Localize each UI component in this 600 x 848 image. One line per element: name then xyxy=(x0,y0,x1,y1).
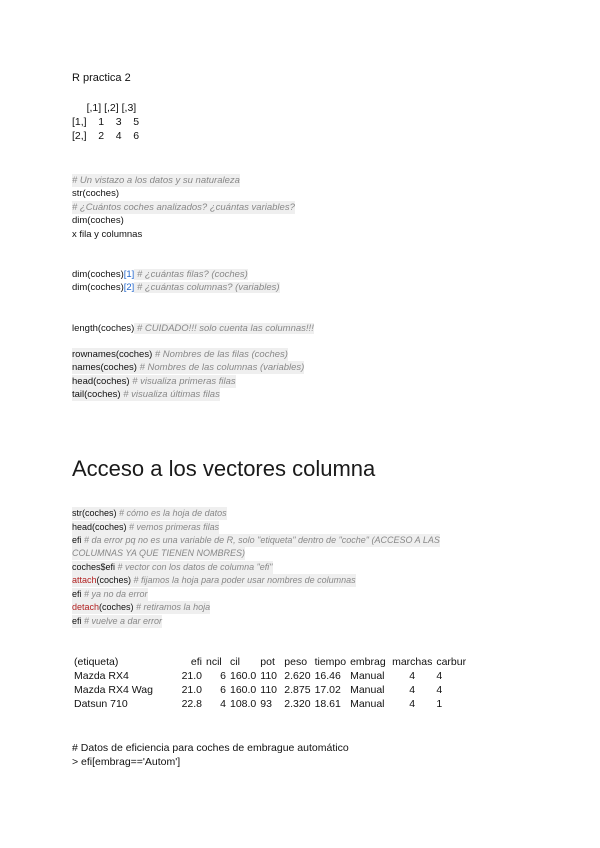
table-cell: 2.620 xyxy=(284,670,311,682)
code-text: tail(coches) xyxy=(72,389,121,400)
matrix-row-1: [1,] 1 3 5 xyxy=(72,116,140,128)
section-heading: Acceso a los vectores columna xyxy=(72,456,376,481)
table-header: cil xyxy=(230,656,240,668)
code-efi-error-2 xyxy=(72,615,162,628)
code-detach xyxy=(72,601,210,614)
comment-vistazo: # Un vistazo a los datos y su naturaleza xyxy=(72,175,240,186)
comment: # cómo es la hoja de datos xyxy=(116,508,227,518)
table-cell: 4 xyxy=(409,684,416,696)
comment: # vemos primeras filas xyxy=(126,522,220,532)
code-names xyxy=(72,361,304,374)
code-head xyxy=(72,375,236,388)
table-cell: 93 xyxy=(260,698,272,710)
code-efi-ok xyxy=(72,588,148,601)
code-text: head(coches) xyxy=(72,522,127,532)
table-cell: 17.02 xyxy=(314,684,341,696)
table-cell: Datsun 710 xyxy=(74,698,128,710)
matrix-header: [,1] [,2] [,3] xyxy=(72,102,137,114)
table-cell: 108.0 xyxy=(230,698,257,710)
table-cell: Manual xyxy=(350,684,385,696)
table-header: peso xyxy=(284,656,308,668)
table-row xyxy=(72,669,468,683)
code-text: head(coches) xyxy=(72,376,130,387)
code-text: names(coches) xyxy=(72,362,137,373)
comment: # vuelve a dar error xyxy=(81,616,163,626)
code-text: efi xyxy=(72,589,82,599)
keyword-attach: attach xyxy=(72,575,97,585)
code-dim-1 xyxy=(72,268,248,281)
table-cell: 4 xyxy=(409,698,416,710)
comment: # visualiza últimas filas xyxy=(120,389,220,400)
comment-continuation: COLUMNAS YA QUE TIENEN NOMBRES) xyxy=(72,548,246,558)
keyword-detach: detach xyxy=(72,602,100,612)
code-head-2 xyxy=(72,521,219,534)
comment: # Nombres de las filas (coches) xyxy=(152,349,288,360)
code-attach xyxy=(72,574,356,587)
doc-title: R practica 2 xyxy=(72,72,131,84)
comment: # fijamos la hoja para poder usar nombres de columnas xyxy=(131,575,356,585)
code-text: (coches) xyxy=(99,602,134,612)
code-text: str(coches) xyxy=(72,508,117,518)
table-header: pot xyxy=(260,656,275,668)
comment: # visualiza primeras filas xyxy=(129,376,236,387)
comment-cuantos: # ¿Cuántos coches analizados? ¿cuántas variables? xyxy=(72,202,295,213)
comment: # vector con los datos de columna "efi" xyxy=(115,562,273,572)
code-text: (coches) xyxy=(96,575,132,585)
comment: # ¿cuántas columnas? (variables) xyxy=(134,282,280,293)
table-row xyxy=(72,683,468,697)
table-cell: 110 xyxy=(260,684,278,696)
table-cell: 2.875 xyxy=(284,684,311,696)
table-row xyxy=(72,697,468,711)
table-header: efi xyxy=(190,656,202,668)
code-dim: dim(coches) xyxy=(72,215,124,226)
table-cell: 22.8 xyxy=(181,698,202,710)
code-str: str(coches) xyxy=(72,188,119,199)
comment: # da error pq no es una variable de R, solo "etiqueta" dentro de "coche" (ACCESO A LAS xyxy=(81,535,440,545)
code-text: efi xyxy=(72,616,82,626)
table-cell: 6 xyxy=(220,670,226,682)
table-header: (etiqueta) xyxy=(74,656,119,668)
table-cell: 4 xyxy=(436,684,443,696)
table-header: tiempo xyxy=(314,656,347,668)
table-cell: Mazda RX4 xyxy=(74,670,129,682)
table-cell: 1 xyxy=(436,698,443,710)
table-cell: 4 xyxy=(220,698,226,710)
code-efi-autom: > efi[embrag=='Autom'] xyxy=(72,756,181,768)
code-text: coches$efi xyxy=(72,562,116,572)
comment: # Nombres de las columnas (variables) xyxy=(136,362,305,373)
code-length xyxy=(72,322,314,335)
code-coches-efi xyxy=(72,561,273,574)
comment: # retiramos la hoja xyxy=(133,602,211,612)
matrix-row-2: [2,] 2 4 6 xyxy=(72,130,140,142)
table-cell: 18.61 xyxy=(314,698,341,710)
table-cell: 110 xyxy=(260,670,278,682)
code-text: efi xyxy=(72,535,82,545)
table-cell: 160.0 xyxy=(230,684,257,696)
code-dim-2 xyxy=(72,281,280,294)
table-cell: 2.320 xyxy=(284,698,311,710)
table-header-row xyxy=(72,655,468,669)
table-cell: 21.0 xyxy=(181,670,202,682)
comment-eficiencia: # Datos de eficiencia para coches de embrague automático xyxy=(72,742,349,754)
table-header: embrag xyxy=(350,656,386,668)
code-text: rownames(coches) xyxy=(72,349,153,360)
table-cell: 6 xyxy=(220,684,226,696)
index-2: [2] xyxy=(123,282,135,293)
table-cell: Manual xyxy=(350,698,385,710)
code-str-2 xyxy=(72,507,227,520)
table-cell: Manual xyxy=(350,670,385,682)
table-cell: Mazda RX4 Wag xyxy=(74,684,153,696)
code-text: dim(coches) xyxy=(72,269,124,280)
comment: # ya no da error xyxy=(81,589,148,599)
table-cell: 160.0 xyxy=(230,670,257,682)
table-header: ncil xyxy=(206,656,222,668)
code-rownames xyxy=(72,348,288,361)
code-text: dim(coches) xyxy=(72,282,124,293)
code-tail xyxy=(72,388,220,401)
table-cell: 16.46 xyxy=(314,670,341,682)
note-fila-columnas: x fila y columnas xyxy=(72,229,143,240)
table-header: carbur xyxy=(436,656,467,668)
table-cell: 21.0 xyxy=(181,684,202,696)
cars-table xyxy=(72,655,468,711)
index-1: [1] xyxy=(123,269,135,280)
table-header: marchas xyxy=(392,656,433,668)
table-cell: 4 xyxy=(436,670,443,682)
code-efi-error xyxy=(72,534,440,547)
code-text: length(coches) xyxy=(72,323,135,334)
table-cell: 4 xyxy=(409,670,416,682)
comment: # ¿cuántas filas? (coches) xyxy=(134,269,248,280)
comment: # CUIDADO!!! solo cuenta las columnas!!! xyxy=(134,323,314,334)
